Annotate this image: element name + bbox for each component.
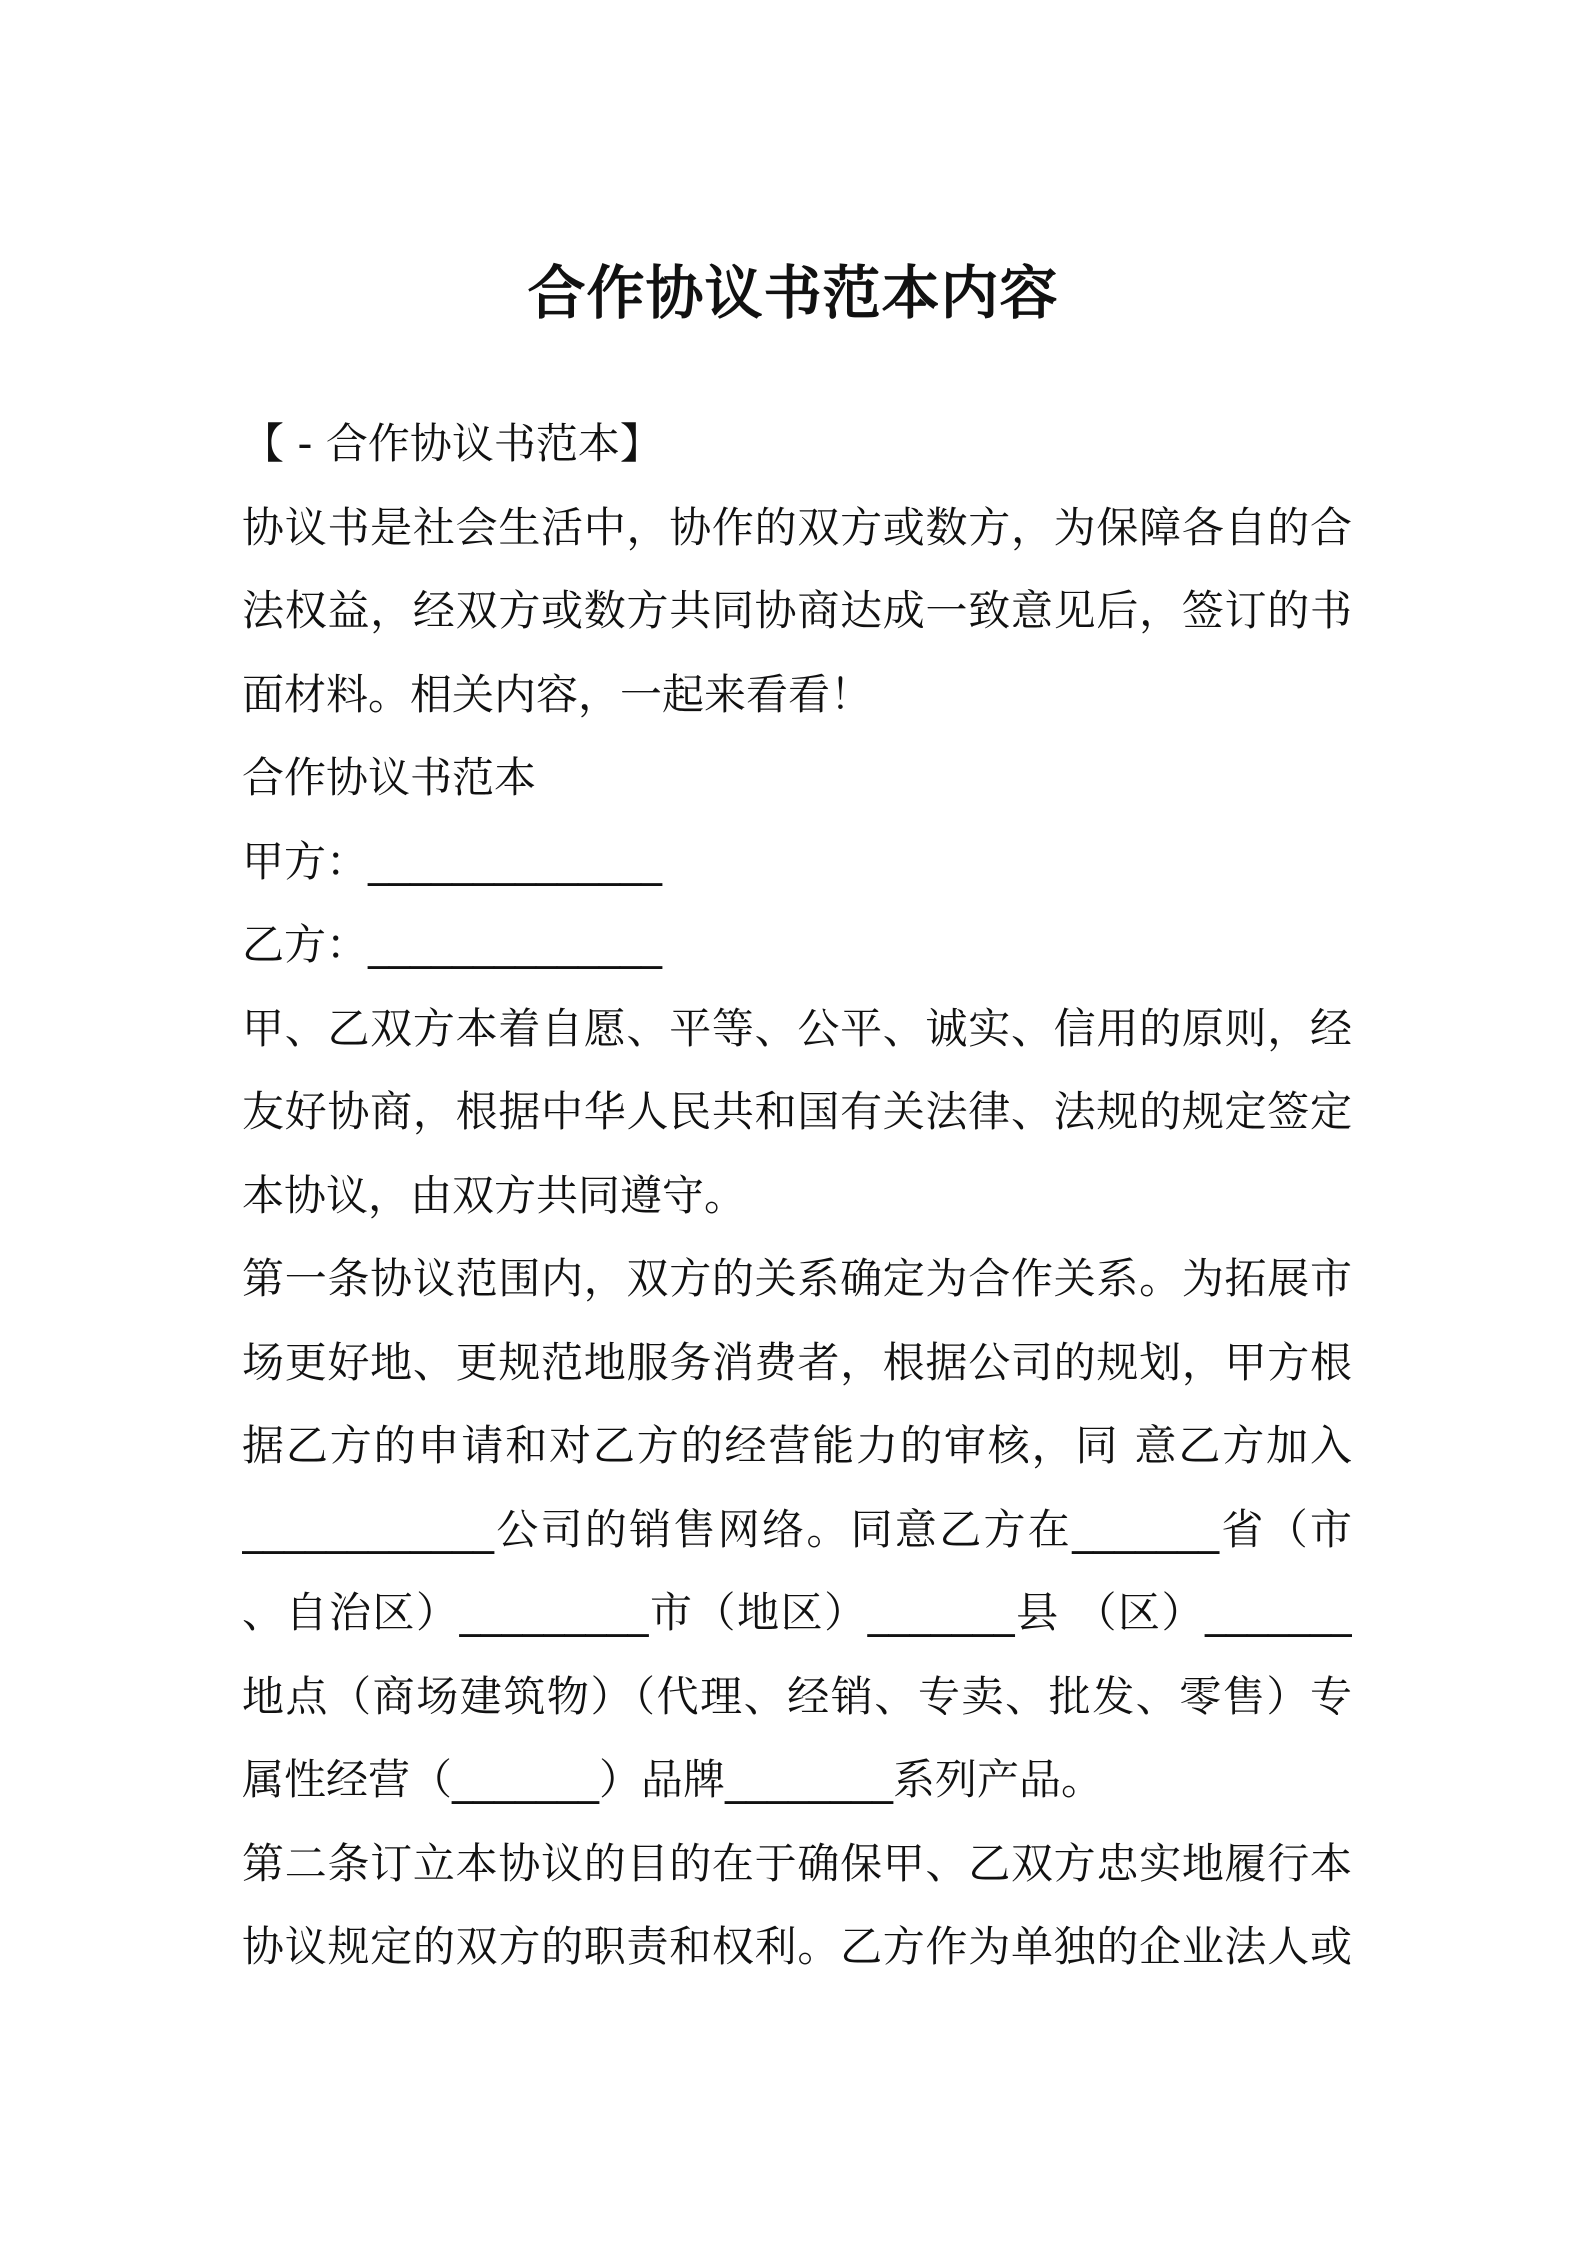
text-line: 友好协商，根据中华人民共和国有关法律、法规的规定签定 bbox=[242, 1087, 1352, 1136]
text-line: 属性经营（_______）品牌________系列产品。 bbox=[242, 1755, 1104, 1804]
text-line: 法权益，经双方或数方共同协商达成一致意见后，签订的书 bbox=[242, 586, 1352, 635]
text-line: 据乙方的申请和对乙方的经营能力的审核，同 意乙方加入 bbox=[242, 1421, 1352, 1470]
text-line: 【 - 合作协议书范本】 bbox=[242, 419, 662, 468]
party-b-line: 乙方：______________ bbox=[242, 920, 663, 969]
article-two-line: 第二条订立本协议的目的在于确保甲、乙双方忠实地履行本 bbox=[242, 1838, 1352, 1888]
text-line: 面材料。相关内容，一起来看看！ bbox=[242, 669, 873, 719]
text-line: 协议规定的双方的职责和权利。乙方作为单独的企业法人或 bbox=[242, 1922, 1352, 1971]
text-line: 协议书是社会生活中，协作的双方或数方，为保障各自的合 bbox=[242, 502, 1352, 552]
document-body bbox=[242, 402, 1352, 1989]
text-line: 合作协议书范本 bbox=[242, 753, 537, 802]
text-line: 本协议，由双方共同遵守。 bbox=[242, 1170, 747, 1220]
text-line: ____________公司的销售网络。同意乙方在_______省（市 bbox=[242, 1504, 1352, 1554]
party-a-line: 甲方：______________ bbox=[242, 836, 663, 886]
text-line: 、自治区）_________市（地区）_______县 （区）_______ bbox=[242, 1588, 1352, 1637]
document-title: 合作协议书范本内容 bbox=[527, 259, 1059, 327]
text-line: 场更好地、更规范地服务消费者，根据公司的规划，甲方根 bbox=[242, 1337, 1352, 1387]
text-line: 甲、乙双方本着自愿、平等、公平、诚实、信用的原则，经 bbox=[242, 1003, 1352, 1053]
text-line: 地点（商场建筑物）（代理、经销、专卖、批发、零售）专 bbox=[242, 1671, 1352, 1721]
article-one-line: 第一条协议范围内，双方的关系确定为合作关系。为拓展市 bbox=[242, 1254, 1352, 1303]
